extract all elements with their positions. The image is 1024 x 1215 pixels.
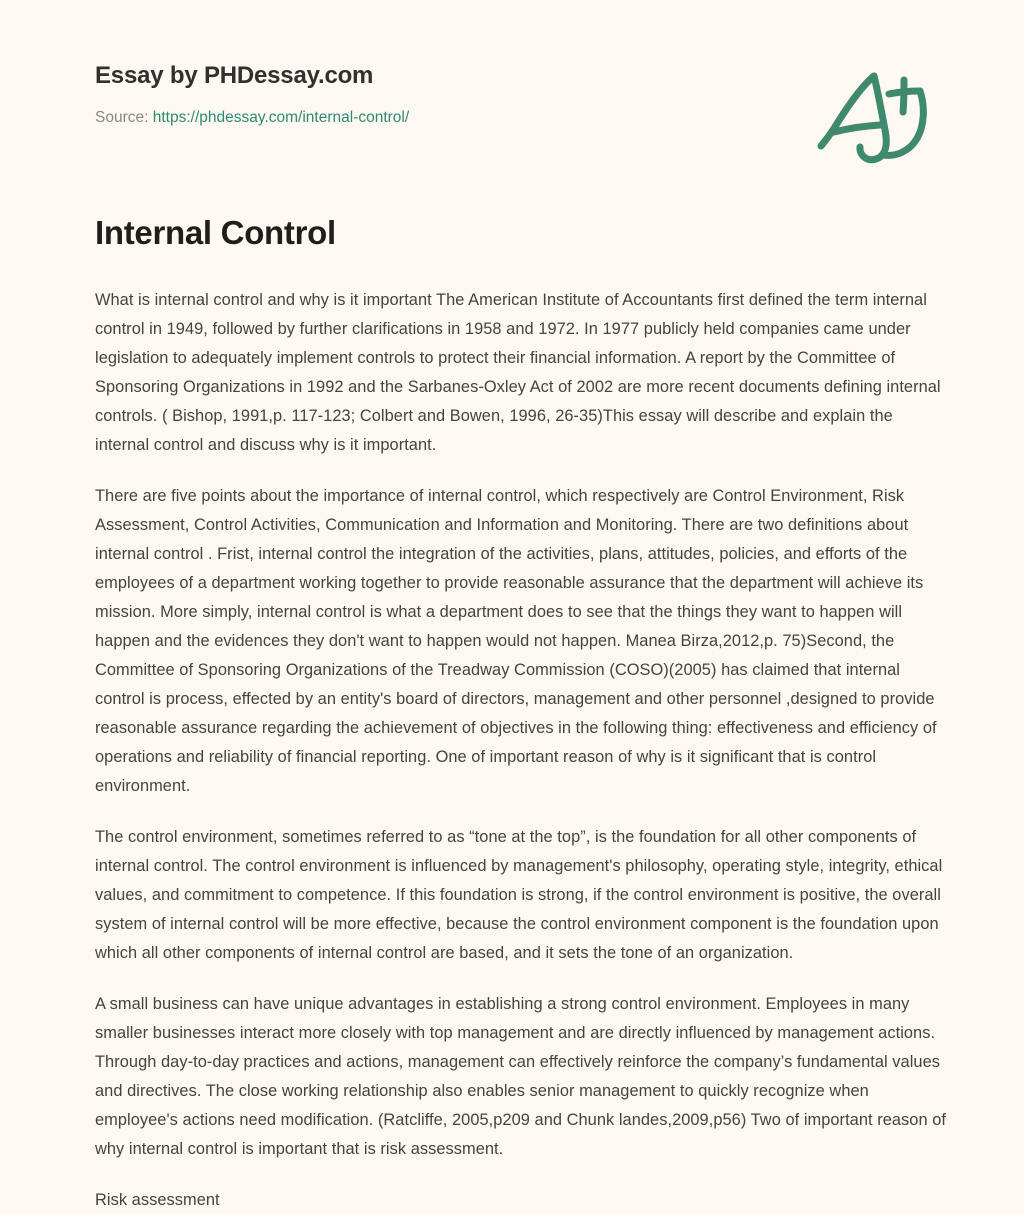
paragraph: The control environment, sometimes referred to as “tone at the top”, is the foundation for all other components of internal control. The control environment is influenced by management's philosophy, operating style, integrity, ethical values, and commitment to competence. If this foundation is strong, if the control environment is positive, the overall system of internal control will be more effective, because the control environment component is the foundation upon which all other components of internal control are based, and it sets the tone of an organization. (95, 828, 943, 963)
source-line (95, 108, 932, 128)
page-header (0, 0, 1024, 150)
page-title: Internal Control (95, 214, 336, 251)
paragraph: Risk assessment (95, 1191, 220, 1210)
paragraph: There are five points about the importance of internal control, which respectively are Control Environment, Risk Assessment, Control Activities, Communication and Information and Monitoring. There are two definitions about internal control . Frist, internal control the integration of the activities, plans, attitudes, policies, and efforts of the employees of a department working together to provide reasonable assurance that the department will achieve its mission. More simply, internal control is what a department does to see that the things they want to happen will happen and the evidences they don't want to happen would not happen. Manea Birza,2012,p. 75)Second, the Committee of Sponsoring Organizations of the Treadway Commission (COSO)(2005) has claimed that internal control is process, effected by an entity's board of directors, management and other personnel ,designed to provide reasonable assurance regarding the achievement of objectives in the following thing: effectiveness and efficiency of operations and reliability of financial reporting. One of important reason of why is it significant that is control environment. (95, 487, 937, 796)
source-url-link[interactable]: https://phdessay.com/internal-control/ (152, 108, 410, 126)
brand-title: Essay by PHDessay.com (95, 62, 374, 89)
essay-body (0, 253, 1024, 1215)
source-label: Source: (95, 108, 149, 126)
a-plus-handwritten-logo (812, 62, 932, 166)
paragraph: A small business can have unique advantages in establishing a strong control environment. Employees in many smaller businesses interact more closely with top management and are directly influenced by management actions. Through day-to-day practices and actions, management can effectively reinforce the company’s fundamental values and directives. The close working relationship also enables senior management to quickly recognize when employee's actions need modification. (Ratcliffe, 2005,p209 and Chunk landes,2009,p56) Two of important reason of why internal control is important that is risk assessment. (95, 995, 946, 1159)
paragraph: What is internal control and why is it important The American Institute of Accountants first defined the term internal control in 1949, followed by further clarifications in 1958 and 1972. In 1977 publicly held companies came under legislation to adequately implement controls to protect their financial information. A report by the Committee of Sponsoring Organizations in 1992 and the Sarbanes-Oxley Act of 2002 are more recent documents defining internal controls. ( Bishop, 1991,p. 117-123; Colbert and Bowen, 1996, 26-35)This essay will describe and explain the internal control and discuss why is it important. (95, 291, 941, 455)
